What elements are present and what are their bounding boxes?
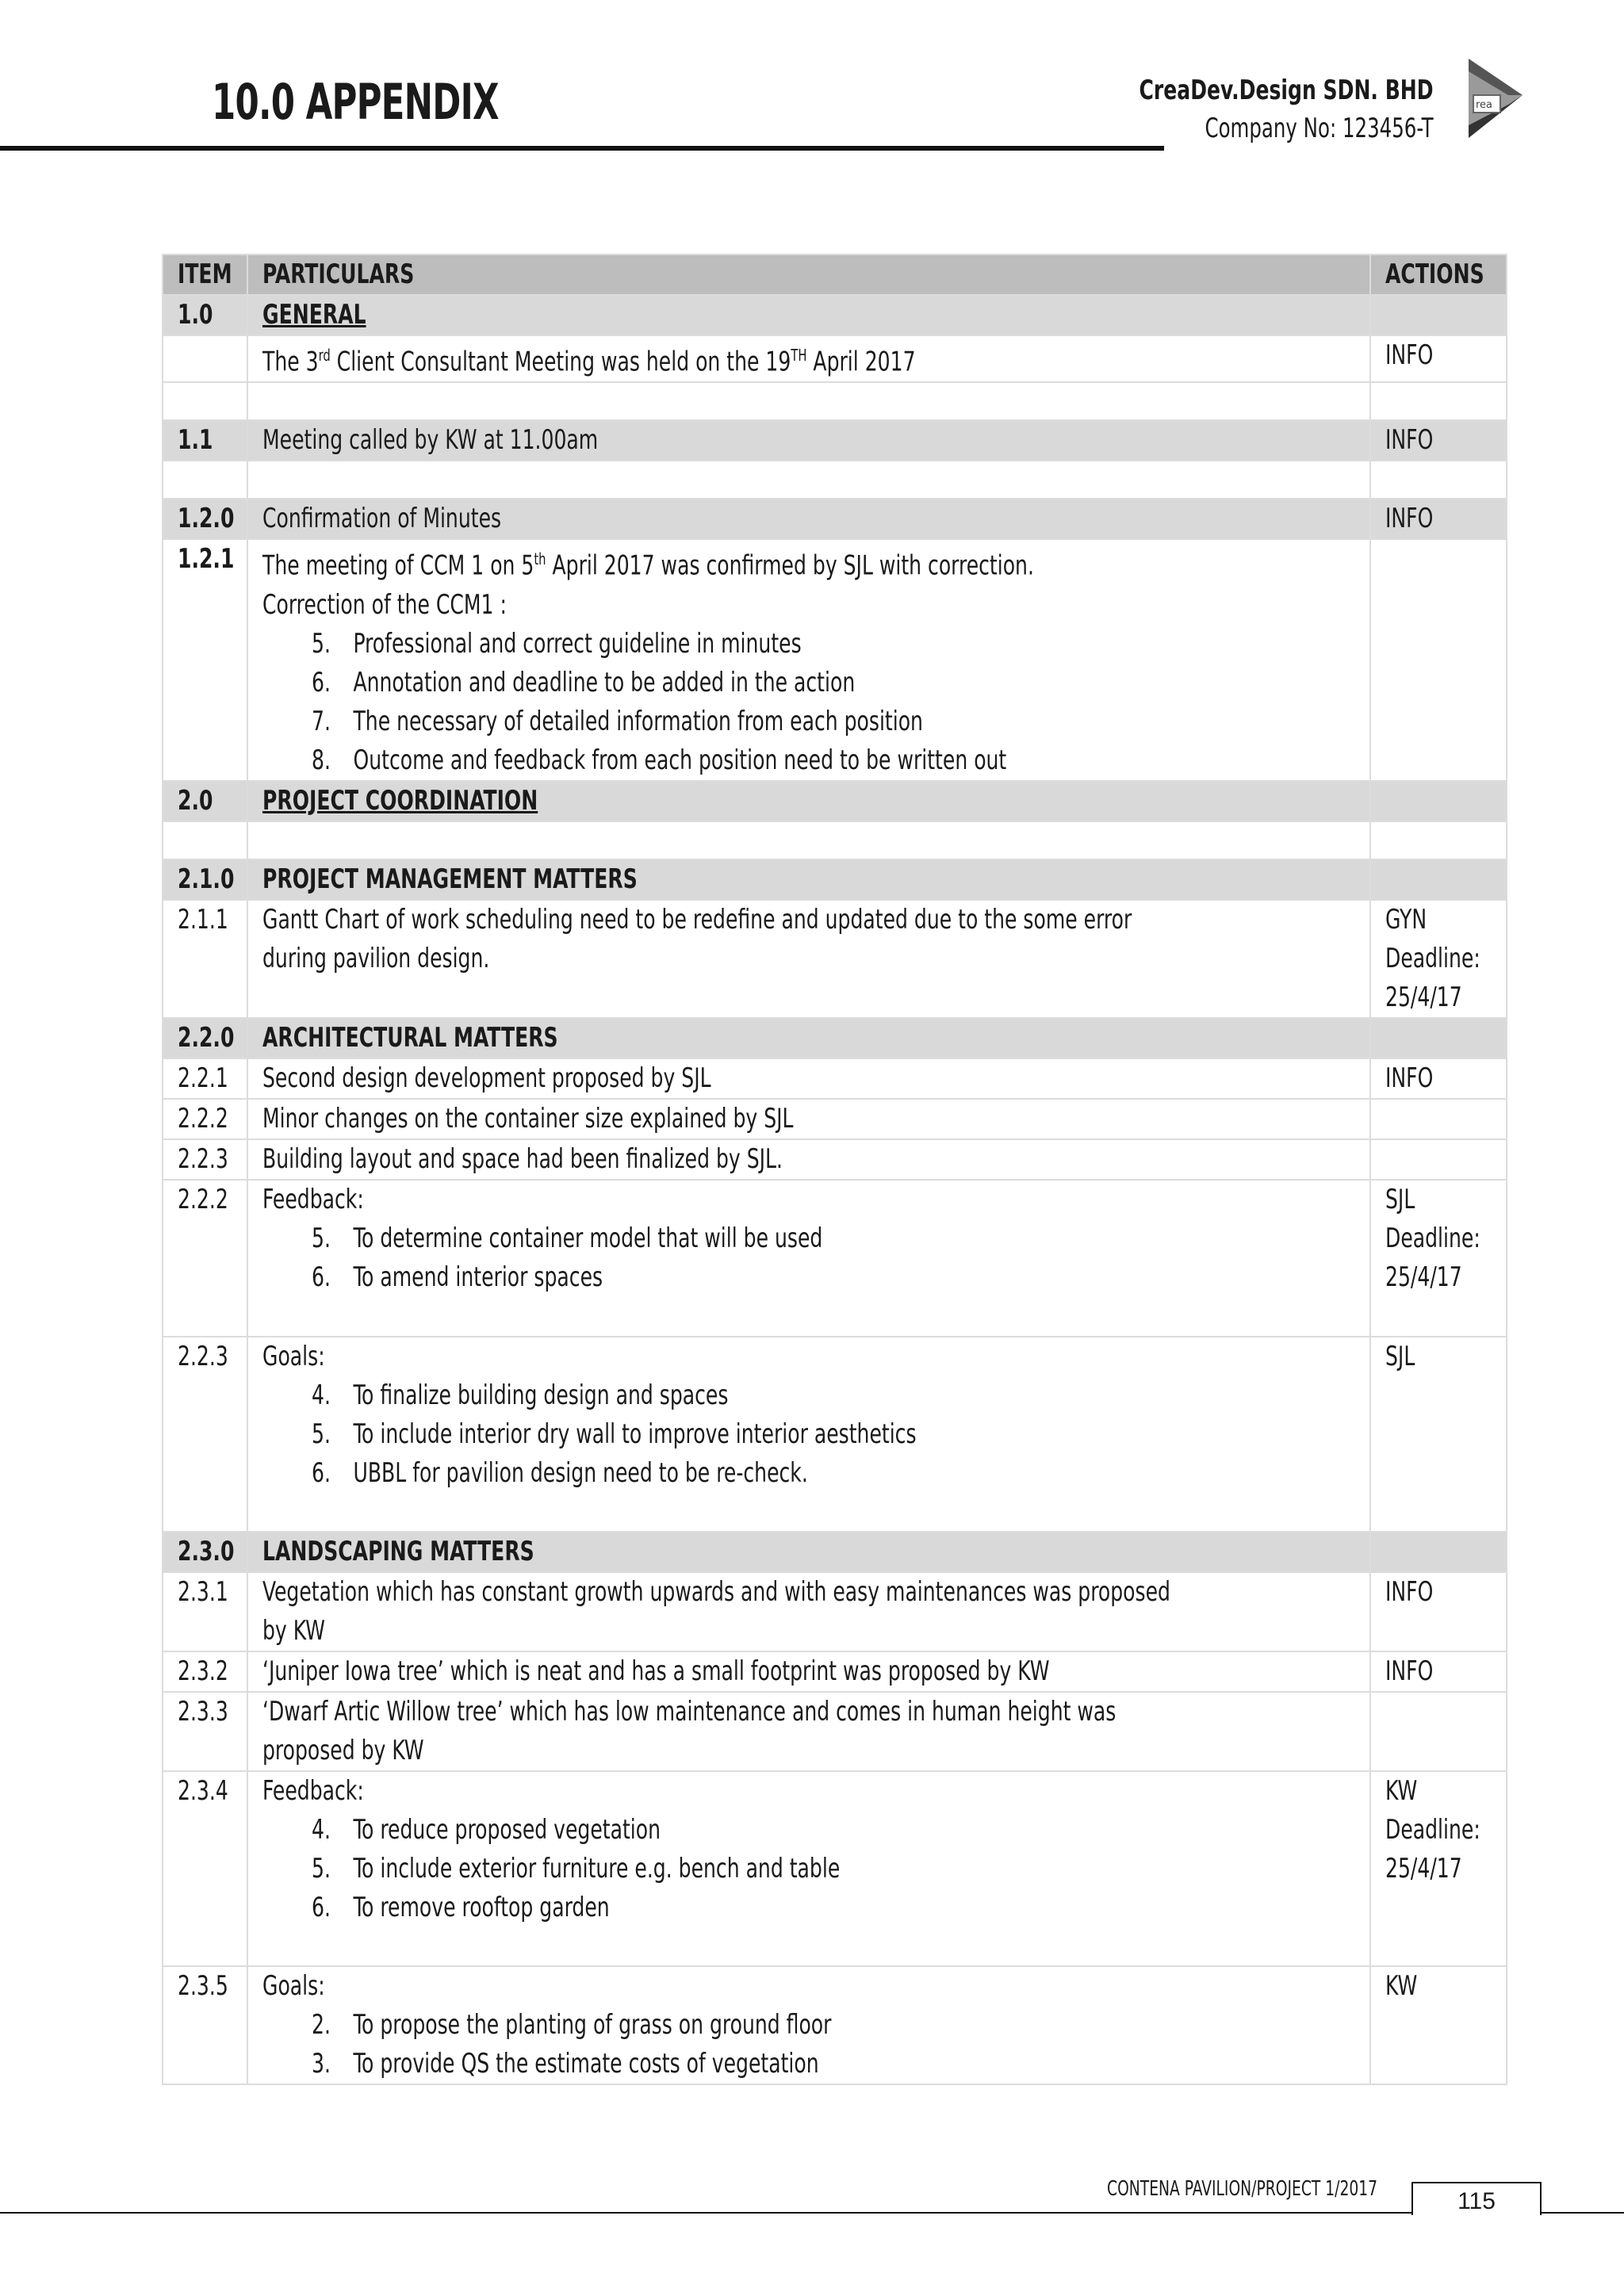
company-block — [1074, 75, 1434, 144]
action-value: INFO — [1385, 424, 1434, 457]
table-row — [163, 420, 1507, 461]
deadline-date: 25/4/17 — [1385, 1852, 1463, 1885]
table-row — [163, 1058, 1507, 1099]
spacer-row — [163, 382, 1507, 420]
action-owner: GYN — [1385, 903, 1427, 936]
list-item: 3. To provide QS the estimate costs of vegetation — [312, 2047, 819, 2080]
row-text: Building layout and space had been finalized by SJL. — [262, 1142, 783, 1175]
row-text: Gantt Chart of work scheduling need to be redefine and updated due to the some error — [262, 903, 1132, 936]
table-header-row — [163, 254, 1507, 295]
row-text: Feedback: — [262, 1183, 364, 1215]
item-number: 2.1.1 — [178, 903, 228, 936]
action-value: INFO — [1385, 339, 1434, 371]
table-row — [163, 900, 1507, 1018]
company-number: Company No: 123456-T — [1205, 113, 1434, 144]
table-row — [163, 295, 1507, 335]
company-name: CreaDev.Design SDN. BHD — [1139, 75, 1434, 106]
item-number: 2.3.3 — [178, 1695, 228, 1728]
company-logo — [1464, 55, 1527, 144]
row-text: Goals: — [262, 1340, 325, 1372]
item-number: 2.0 — [178, 784, 213, 817]
table-row — [163, 1180, 1507, 1337]
table-row — [163, 1139, 1507, 1180]
table-row — [163, 335, 1507, 382]
list-item: 6. Annotation and deadline to be added in the action — [312, 666, 856, 698]
item-number: 2.2.0 — [178, 1021, 235, 1054]
item-number: 2.3.5 — [178, 1969, 228, 2002]
list-item: 5. To include exterior furniture e.g. bench and table — [312, 1852, 841, 1885]
section-heading: LANDSCAPING MATTERS — [262, 1535, 534, 1567]
action-value: INFO — [1385, 1062, 1434, 1094]
section-heading: PROJECT MANAGEMENT MATTERS — [262, 863, 638, 895]
list-item: 8. Outcome and feedback from each position need to be written out — [312, 744, 1007, 776]
action-value: SJL — [1385, 1340, 1415, 1372]
action-owner: SJL — [1385, 1183, 1415, 1215]
item-number: 1.1 — [178, 424, 213, 457]
list-item: 5. To include interior dry wall to improve interior aesthetics — [312, 1418, 917, 1450]
page-number: 115 — [1411, 2182, 1542, 2215]
deadline-label: Deadline: — [1385, 942, 1481, 974]
list-item: 5. To determine container model that will be used — [312, 1222, 823, 1254]
row-text: Vegetation which has constant growth upwards and with easy maintenances was proposed — [262, 1575, 1171, 1608]
table-row — [163, 539, 1507, 780]
action-value: INFO — [1385, 503, 1434, 535]
deadline-label: Deadline: — [1385, 1813, 1481, 1846]
header-particulars: PARTICULARS — [262, 258, 415, 290]
item-number: 2.2.1 — [178, 1062, 228, 1094]
list-item: 2. To propose the planting of grass on ground floor — [312, 2008, 832, 2041]
footer-divider — [0, 2212, 1411, 2214]
deadline-date: 25/4/17 — [1385, 981, 1463, 1013]
row-text: ‘Dwarf Artic Willow tree’ which has low maintenance and comes in human height was — [262, 1695, 1116, 1728]
item-number: 2.3.2 — [178, 1655, 228, 1687]
row-text-line2: by KW — [262, 1614, 326, 1647]
item-number: 2.1.0 — [178, 863, 235, 895]
row-text: Goals: — [262, 1969, 325, 2002]
section-heading: GENERAL — [262, 299, 366, 331]
item-number: 2.3.4 — [178, 1774, 228, 1807]
title-divider — [0, 146, 1164, 151]
footer-divider-right — [1540, 2212, 1624, 2214]
section-heading: PROJECT COORDINATION — [262, 784, 538, 817]
row-text: ‘Juniper Iowa tree’ which is neat and has a small footprint was proposed by KW — [262, 1655, 1050, 1687]
item-number: 2.2.3 — [178, 1142, 228, 1175]
deadline-label: Deadline: — [1385, 1222, 1481, 1254]
table-row — [163, 1532, 1507, 1572]
list-item: 6. To amend interior spaces — [312, 1261, 603, 1293]
item-number: 1.2.0 — [178, 503, 235, 535]
table-row — [163, 1018, 1507, 1058]
table-row — [163, 1337, 1507, 1532]
table-row — [163, 1099, 1507, 1139]
header-actions: ACTIONS — [1385, 258, 1485, 290]
table-row — [163, 499, 1507, 539]
item-number: 2.3.0 — [178, 1535, 235, 1567]
action-owner: KW — [1385, 1774, 1418, 1807]
header-item: ITEM — [178, 258, 232, 290]
list-item: 6. UBBL for pavilion design need to be re-check. — [312, 1456, 808, 1489]
table-row — [163, 1692, 1507, 1771]
table-row — [163, 1771, 1507, 1966]
spacer-row — [163, 821, 1507, 859]
item-number: 1.0 — [178, 299, 213, 331]
row-text-line2: Correction of the CCM1 : — [262, 588, 508, 621]
spacer-row — [163, 461, 1507, 499]
row-text: Meeting called by KW at 11.00am — [262, 424, 599, 457]
item-number: 2.3.1 — [178, 1575, 228, 1608]
page-title: 10.0 APPENDIX — [212, 73, 499, 131]
item-number: 2.2.2 — [178, 1102, 228, 1135]
table-row — [163, 1651, 1507, 1692]
minutes-table — [162, 254, 1507, 2085]
item-number: 2.2.3 — [178, 1340, 228, 1372]
row-text: Feedback: — [262, 1774, 364, 1807]
row-text: Second design development proposed by SJL — [262, 1062, 711, 1094]
action-value: INFO — [1385, 1655, 1434, 1687]
list-item: 7. The necessary of detailed information from each position — [312, 705, 924, 737]
table-row — [163, 781, 1507, 821]
row-text: Confirmation of Minutes — [262, 503, 502, 535]
row-text: The meeting of CCM 1 on 5th April 2017 was confirmed by SJL with correction. — [262, 549, 1035, 582]
table-row — [163, 1572, 1507, 1651]
list-item: 5. Professional and correct guideline in minutes — [312, 627, 802, 660]
section-heading: ARCHITECTURAL MATTERS — [262, 1021, 558, 1054]
row-text: Minor changes on the container size explained by SJL — [262, 1102, 794, 1135]
table-row — [163, 859, 1507, 900]
list-item: 4. To finalize building design and spaces — [312, 1379, 729, 1411]
list-item: 6. To remove rooftop garden — [312, 1891, 610, 1923]
table-row — [163, 1966, 1507, 2084]
item-number: 2.2.2 — [178, 1183, 228, 1215]
footer-project: CONTENA PAVILION/PROJECT 1/2017 — [1107, 2177, 1378, 2201]
logo-text: rea — [1476, 99, 1493, 111]
item-number: 1.2.1 — [178, 543, 235, 576]
action-value: KW — [1385, 1969, 1418, 2002]
row-text-line2: proposed by KW — [262, 1734, 424, 1766]
row-text-line2: during pavilion design. — [262, 942, 490, 974]
deadline-date: 25/4/17 — [1385, 1261, 1463, 1293]
row-text: The 3rd Client Consultant Meeting was held on the 19TH April 2017 — [262, 346, 916, 378]
list-item: 4. To reduce proposed vegetation — [312, 1813, 661, 1846]
action-value: INFO — [1385, 1575, 1434, 1608]
